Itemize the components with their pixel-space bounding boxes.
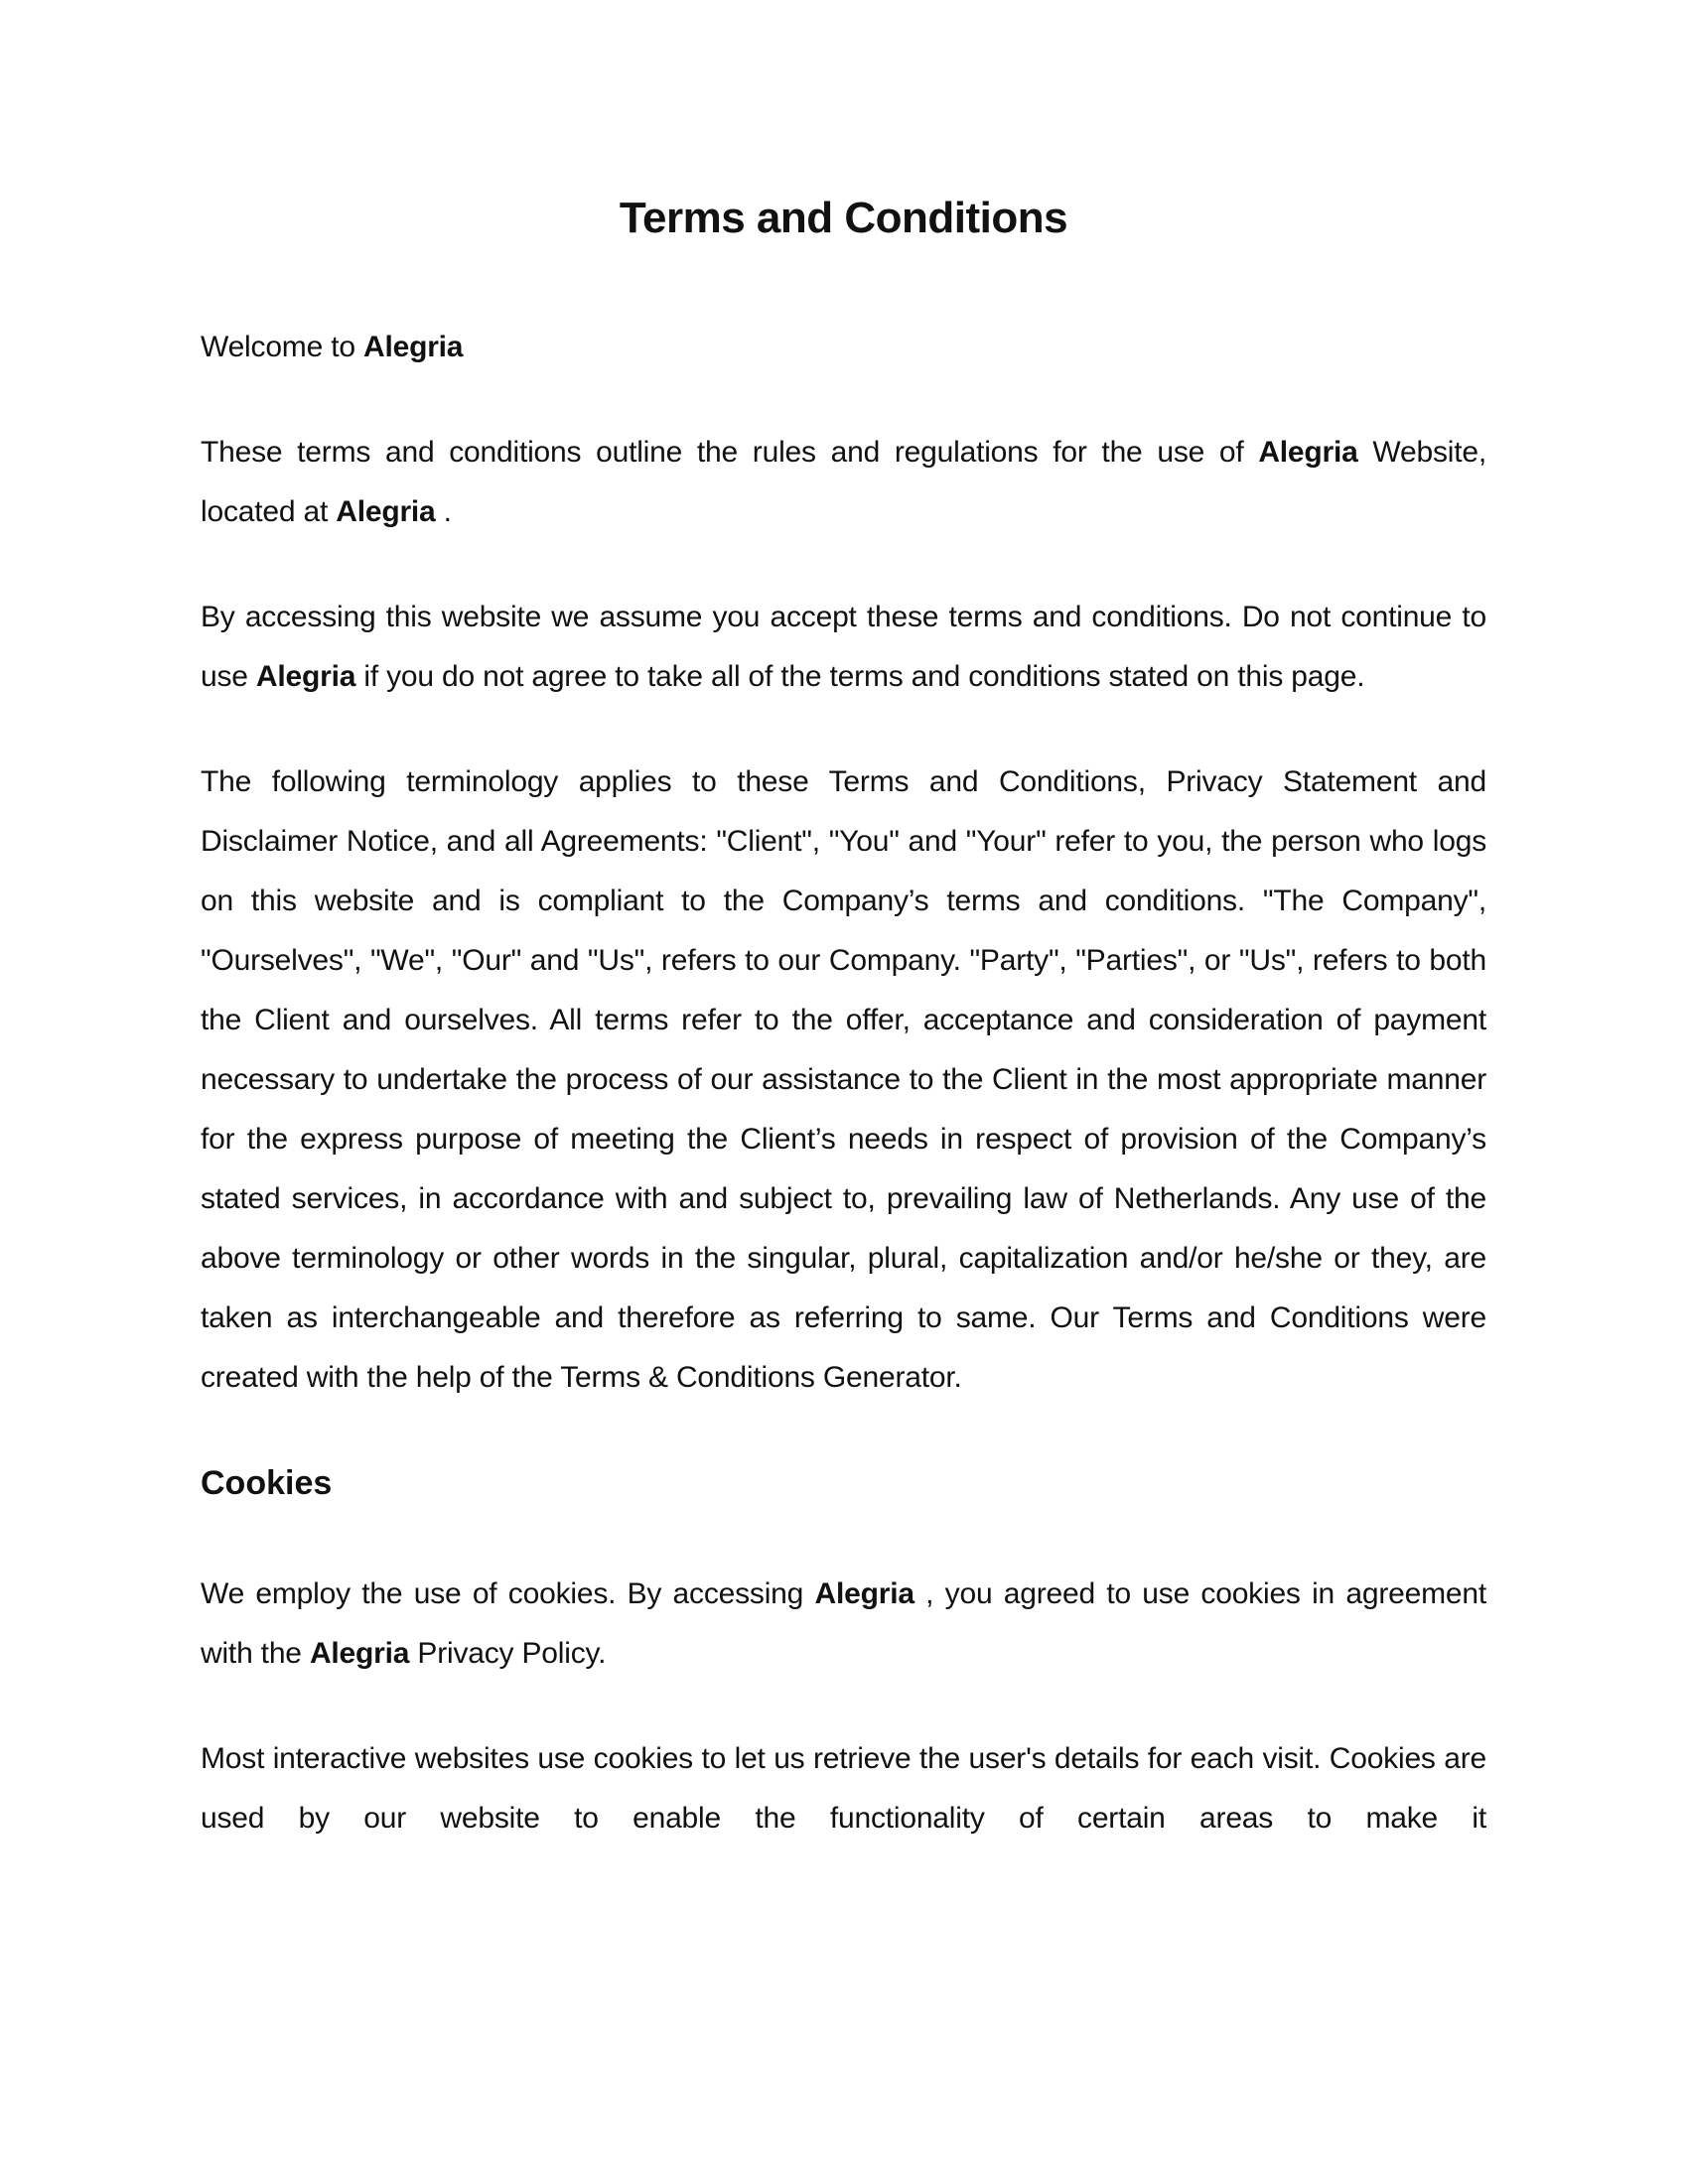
brand-name: Alegria: [336, 495, 436, 528]
text-run: These terms and conditions outline the rules and regulations for the use of: [201, 436, 1259, 469]
text-run: .: [435, 495, 452, 528]
text-run: , you agreed to use cookies in agreement with the: [201, 1577, 1487, 1670]
paragraph-welcome: [201, 318, 1486, 377]
paragraph-cookies-usage: [201, 1729, 1486, 1848]
page-title: Terms and Conditions: [619, 194, 1068, 242]
text-run: Welcome to: [201, 331, 363, 363]
paragraph-cookies-intro: [201, 1565, 1486, 1684]
section-heading-cookies: Cookies: [201, 1464, 333, 1502]
text-run: Most interactive websites use cookies to let us retrieve the user's details for each visit. Cookies are used by our website to enable the functionality of certain areas to make it: [201, 1742, 1486, 1835]
paragraph-terminology: [201, 752, 1486, 1408]
text-run: Privacy Policy.: [409, 1637, 607, 1670]
paragraph-intro: [201, 423, 1486, 542]
brand-name: Alegria: [1258, 436, 1358, 469]
text-run: We employ the use of cookies. By accessing: [201, 1577, 815, 1610]
brand-name: Alegria: [309, 1637, 410, 1670]
text-run: By accessing this website we assume you accept these terms and conditions. Do not continue to use: [201, 601, 1486, 693]
brand-name: Alegria: [362, 331, 464, 363]
text-run: Website, located at: [201, 436, 1486, 528]
brand-name: Alegria: [255, 660, 356, 693]
text-run: if you do not agree to take all of the terms and conditions stated on this page.: [355, 660, 1365, 693]
text-run: The following terminology applies to these Terms and Conditions, Privacy Statement and Disclaimer Notice, and all Agreements: "Client", "You" and "Your" refer to you, the person who logs on this website and is compliant to the Company’s terms and conditions. "The Company", "Ourselves", "We", "Our" and "Us", refers to our Company. "Party", "Parties", or "Us", refers to both the Client and ourselves. All terms refer to the offer, acceptance and consideration of payment necessary to undertake the process of our assistance to the Client in the most appropriate manner for the express purpose of meeting the Client’s needs in respect of provision of the Company’s stated services, in accordance with and subject to, prevailing law of Netherlands. Any use of the above terminology or other words in the singular, plural, capitalization and/or he/she or they, are taken as interchangeable and therefore as referring to same. Our Terms and Conditions were created with the help of the Terms & Conditions Generator.: [201, 765, 1486, 1394]
brand-name: Alegria: [814, 1577, 914, 1610]
paragraph-accept-terms: [201, 588, 1486, 707]
